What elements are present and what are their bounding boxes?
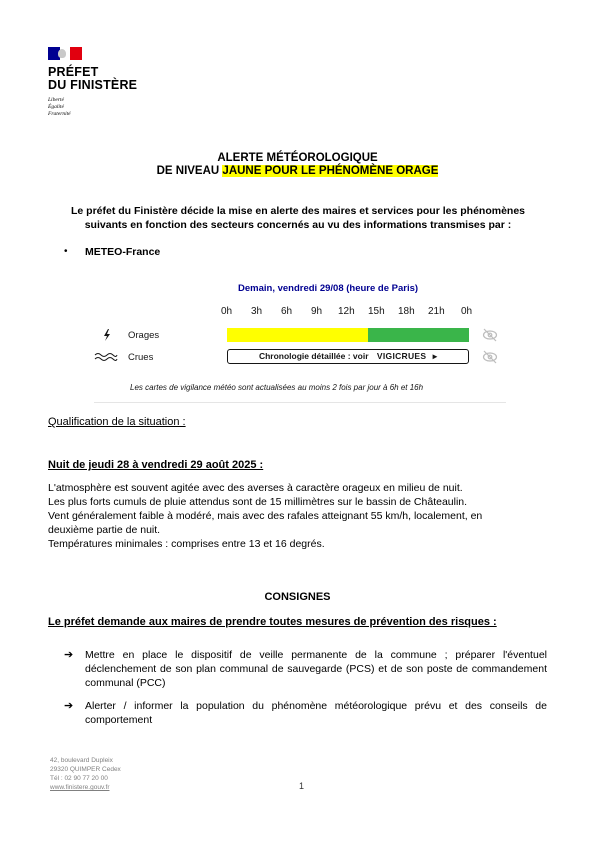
eye-off-icon[interactable]	[482, 350, 498, 364]
motto-fraternite: Fraternité	[48, 111, 71, 117]
situation-line: Vent généralement faible à modéré, mais avec des rafales atteignant 55 km/h, localement, en	[48, 510, 483, 522]
bullet-icon: •	[64, 246, 68, 257]
waves-icon	[94, 352, 118, 362]
chronologie-button[interactable]: Chronologie détaillée : voir VIGICRUES ▸	[227, 349, 469, 364]
eye-off-icon[interactable]	[482, 328, 498, 342]
orages-label: Orages	[128, 330, 160, 341]
qualification-heading: Qualification de la situation :	[48, 416, 186, 428]
lightning-icon	[100, 328, 114, 342]
vigilance-bar-green	[368, 328, 469, 342]
situation-line: Les plus forts cumuls de pluie attendus sont de 15 millimètres sur le bassin de Châteaulin.	[48, 496, 468, 508]
crues-label: Crues	[128, 352, 154, 363]
consignes-heading: CONSIGNES	[264, 591, 331, 603]
hour-label: 15h	[368, 306, 385, 317]
hour-label: 12h	[338, 306, 355, 317]
prefecture-name-line1: PRÉFET	[48, 65, 99, 79]
hour-label: 6h	[281, 306, 293, 317]
vigilance-note: Les cartes de vigilance météo sont actualisées au moins 2 fois par jour à 6h et 16h	[130, 383, 424, 392]
vigilance-bar-yellow	[227, 328, 368, 342]
vigilance-date: Demain, vendredi 29/08 (heure de Paris)	[238, 283, 419, 294]
footer-phone: Tél : 02 90 77 20 00	[50, 775, 108, 782]
situation-paragraph	[48, 481, 548, 551]
alert-title: ALERTE MÉTÉOROLOGIQUE	[217, 152, 378, 164]
hour-label: 3h	[251, 306, 263, 317]
situation-line: Températures minimales : comprises entre 13 et 16 degrés.	[48, 538, 325, 550]
measure-item: Alerter / informer la population du phénomène météorologique prévu et des conseils de comportement	[85, 700, 547, 726]
alert-level-highlight: JAUNE POUR LE PHÉNOMÈNE ORAGE	[222, 165, 439, 177]
prefecture-name-line2: DU FINISTÈRE	[48, 78, 138, 92]
night-heading: Nuit de jeudi 28 à vendredi 29 août 2025 :	[48, 459, 264, 471]
hour-label: 0h	[221, 306, 233, 317]
situation-line: L'atmosphère est souvent agitée avec des averses à caractère orageux en milieu de nuit.	[48, 482, 463, 494]
motto-liberte: Liberté	[48, 97, 64, 103]
intro-paragraph: Le préfet du Finistère décide la mise en alerte des maires et services pour les phénomènes suivants en fonction des secteurs concernés au vu des informations transmises par :	[70, 205, 526, 231]
footer-website-link[interactable]: www.finistere.gouv.fr	[50, 784, 110, 791]
situation-line: deuxième partie de nuit.	[48, 524, 161, 536]
play-icon: ▸	[432, 351, 438, 361]
hour-label: 21h	[428, 306, 445, 317]
french-flag-logo	[48, 47, 82, 60]
page-number: 1	[299, 781, 305, 791]
source-item: METEO-France	[85, 246, 161, 258]
alert-level: DE NIVEAU JAUNE POUR LE PHÉNOMÈNE ORAGE	[156, 165, 439, 177]
hour-label: 18h	[398, 306, 415, 317]
vigicrues-logo: VIGICRUES	[376, 351, 427, 361]
footer-city: 29320 QUIMPER Cedex	[50, 766, 121, 773]
motto-egalite: Égalité	[48, 104, 64, 110]
arrow-right-icon: ➔	[64, 700, 74, 712]
footer-address: 42, boulevard Dupleix	[50, 757, 113, 764]
measure-item: Mettre en place le dispositif de veille permanente de la commune ; préparer l'éventuel déclenchement de son plan communal de sauvegarde (PCS) et de son poste de commandement communal (PCC)	[85, 649, 547, 689]
hour-label: 0h	[461, 306, 473, 317]
prefet-demand-heading: Le préfet demande aux maires de prendre toutes mesures de prévention des risques :	[48, 616, 497, 628]
arrow-right-icon: ➔	[64, 649, 74, 661]
hour-label: 9h	[311, 306, 323, 317]
